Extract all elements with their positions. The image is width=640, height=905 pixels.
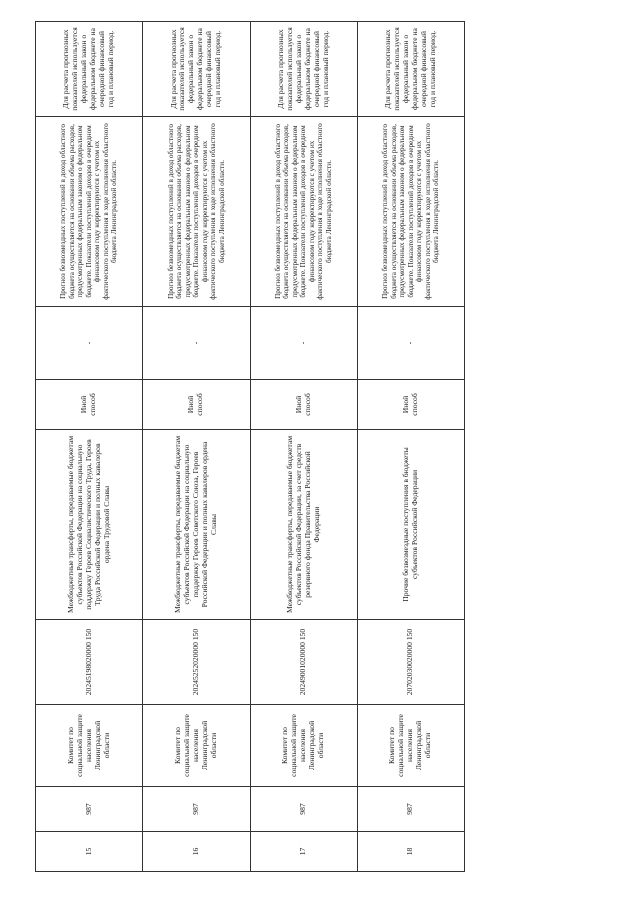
budget-classification-code: 20245198020000 150: [36, 620, 143, 705]
forecast-method: Иной способ: [250, 380, 357, 430]
administrator-code: 987: [357, 787, 464, 832]
calculation-algorithm: Прогноз безвозмездных поступлений в доход областного бюджета осуществляется на основании объема расходов, предусмотренных федеральным законом о федеральном бюджете. Показатели поступлений доходов в очередном финансовом году корректируются с учетом их фактического поступления в ходе исполнения областного бюджета Ленинградской области.: [250, 117, 357, 307]
calculation-formula: -: [250, 307, 357, 380]
calculation-formula: -: [143, 307, 250, 380]
indicator-note: Для расчета прогнозных показателей используется федеральный закон о федеральном бюджете на очередной финансовый год и плановый период.: [250, 22, 357, 117]
forecast-method: Иной способ: [36, 380, 143, 430]
administrator-name: Комитет по социальной защите населения Ленинградской области: [357, 705, 464, 787]
administrator-code: 987: [250, 787, 357, 832]
calculation-formula: -: [36, 307, 143, 380]
indicator-note: Для расчета прогнозных показателей используется федеральный закон о федеральном бюджете на очередной финансовый год и плановый период.: [357, 22, 464, 117]
forecast-method: Иной способ: [357, 380, 464, 430]
row-number: 17: [250, 832, 357, 872]
budget-classification-code: 20249001020000 150: [250, 620, 357, 705]
administrator-code: 987: [36, 787, 143, 832]
budget-classification-code: 20702030020000 150: [357, 620, 464, 705]
indicator-note: Для расчета прогнозных показателей используется федеральный закон о федеральном бюджете на очередной финансовый год и плановый период.: [36, 22, 143, 117]
row-number: 15: [36, 832, 143, 872]
calculation-algorithm: Прогноз безвозмездных поступлений в доход областного бюджета осуществляется на основании объема расходов, предусмотренных федеральным законом о федеральном бюджете. Показатели поступлений доходов в очередном финансовом году корректируются с учетом их фактического поступления в ходе исполнения областного бюджета Ленинградской области.: [357, 117, 464, 307]
calculation-formula: -: [357, 307, 464, 380]
row-number: 18: [357, 832, 464, 872]
revenue-forecast-table: [35, 21, 465, 872]
rotated-document-page: [35, 22, 465, 872]
table-row: [36, 22, 143, 872]
forecast-method: Иной способ: [143, 380, 250, 430]
revenue-name: Межбюджетные трансферты, передаваемые бюджетам субъектов Российской Федерации, за счет средств резервного фонда Правительства Российской Федерации: [250, 430, 357, 620]
calculation-algorithm: Прогноз безвозмездных поступлений в доход областного бюджета осуществляется на основании объема расходов, предусмотренных федеральным законом о федеральном бюджете. Показатели поступлений доходов в очередном финансовом году корректируются с учетом их фактического поступления в ходе исполнения областного бюджета Ленинградской области.: [36, 117, 143, 307]
indicator-note: Для расчета прогнозных показателей используется федеральный закон о федеральном бюджете на очередной финансовый год и плановый период.: [143, 22, 250, 117]
calculation-algorithm: Прогноз безвозмездных поступлений в доход областного бюджета осуществляется на основании объема расходов, предусмотренных федеральным законом о федеральном бюджете. Показатели поступлений доходов в очередном финансовом году корректируются с учетом их фактического поступления в ходе исполнения областного бюджета Ленинградской области.: [143, 117, 250, 307]
administrator-code: 987: [143, 787, 250, 832]
table-row: [357, 22, 464, 872]
administrator-name: Комитет по социальной защите населения Ленинградской области: [36, 705, 143, 787]
budget-classification-code: 20245252020000 150: [143, 620, 250, 705]
revenue-name: Межбюджетные трансферты, передаваемые бюджетам субъектов Российской Федерации на социальную поддержку Героев Советского Союза, Героев Российской Федерации и полных кавалеров ордена Славы: [143, 430, 250, 620]
revenue-name: Прочие безвозмездные поступления в бюджеты субъектов Российской Федерации: [357, 430, 464, 620]
administrator-name: Комитет по социальной защите населения Ленинградской области: [143, 705, 250, 787]
row-number: 16: [143, 832, 250, 872]
administrator-name: Комитет по социальной защите населения Ленинградской области: [250, 705, 357, 787]
table-row: [143, 22, 250, 872]
revenue-name: Межбюджетные трансферты, передаваемые бюджетам субъектов Российской Федерации на социальную поддержку Героев Социалистического Труда, Героев Труда Российской Федерации и полных кавалеров ордена Трудовой Славы: [36, 430, 143, 620]
table-row: [250, 22, 357, 872]
